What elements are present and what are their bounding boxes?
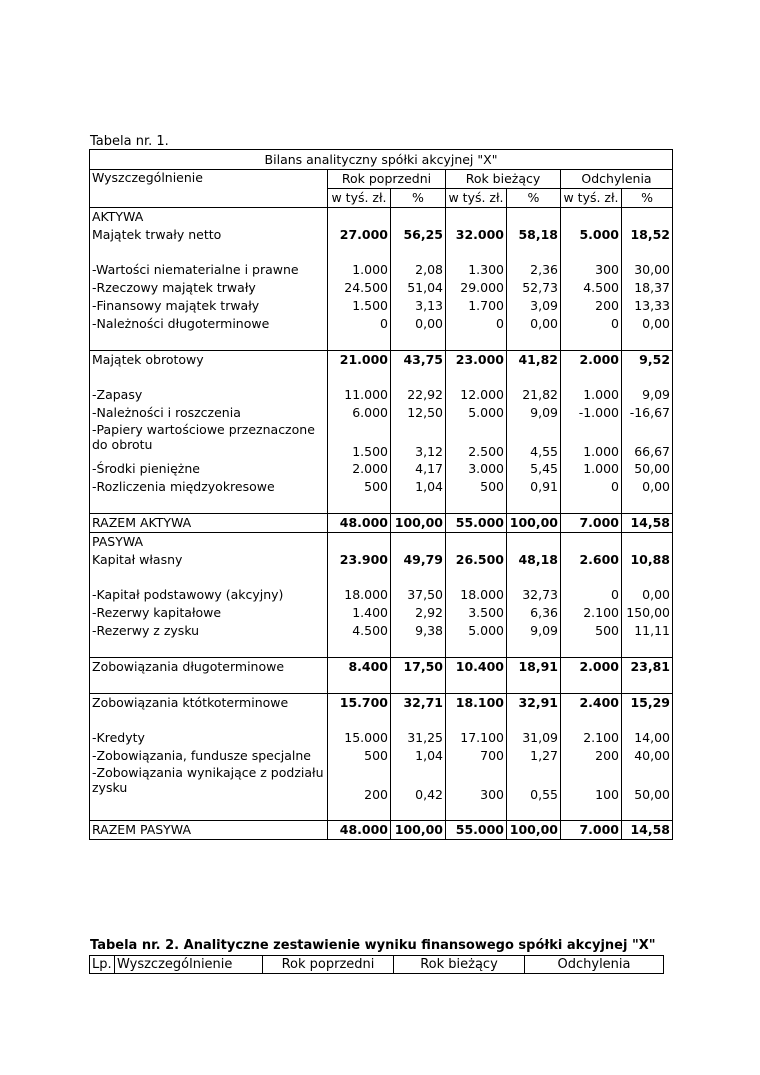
row-value: 23.900 — [328, 551, 391, 569]
table-row — [90, 279, 673, 297]
row-value: 1.500 — [328, 297, 391, 315]
row-value: 9,09 — [507, 622, 561, 640]
row-value: 40,00 — [622, 747, 673, 765]
row-label: -Kapitał podstawowy (akcyjny) — [90, 586, 328, 604]
header-groups-row — [90, 170, 673, 189]
row-value: 23,81 — [622, 658, 673, 677]
row-value: 10.400 — [446, 658, 507, 677]
row-value: 21.000 — [328, 351, 391, 370]
row-value: 9,09 — [622, 386, 673, 404]
row-value: 100,00 — [507, 821, 561, 840]
row-value: 200 — [328, 765, 391, 803]
row-value: -16,67 — [622, 404, 673, 422]
row-value: 31,25 — [391, 729, 446, 747]
row-value: 13,33 — [622, 297, 673, 315]
header-group-prev: Rok poprzedni — [328, 170, 446, 189]
table-row — [90, 658, 673, 677]
table-row — [90, 551, 673, 569]
table-row — [90, 351, 673, 370]
row-value: 2.000 — [561, 351, 622, 370]
table-row — [90, 514, 673, 533]
row-value: 6.000 — [328, 404, 391, 422]
row-value: 4,55 — [507, 422, 561, 460]
row-value: 48,18 — [507, 551, 561, 569]
row-value: 1.700 — [446, 297, 507, 315]
row-value: 0,00 — [507, 315, 561, 333]
row-value: 0 — [561, 586, 622, 604]
row-value: 18,52 — [622, 226, 673, 244]
row-value: 52,73 — [507, 279, 561, 297]
table2-header-cell: Rok bieżący — [394, 956, 525, 974]
row-value: 41,82 — [507, 351, 561, 370]
table-row — [90, 226, 673, 244]
row-value: 11,11 — [622, 622, 673, 640]
row-value: 1.500 — [328, 422, 391, 460]
row-label: Majątek obrotowy — [90, 351, 328, 370]
table-title: Bilans analityczny spółki akcyjnej "X" — [90, 150, 673, 170]
row-label: -Finansowy majątek trwały — [90, 297, 328, 315]
row-value: 2.500 — [446, 422, 507, 460]
table-row — [90, 261, 673, 279]
row-value: 0,00 — [622, 478, 673, 496]
row-value: 1.300 — [446, 261, 507, 279]
header-sub: % — [622, 189, 673, 208]
row-value: 4,17 — [391, 460, 446, 478]
row-value: 17.100 — [446, 729, 507, 747]
row-value: 12,50 — [391, 404, 446, 422]
row-value: 5.000 — [446, 622, 507, 640]
table2-header-cell: Wyszczególnienie — [115, 956, 263, 974]
row-value: 27.000 — [328, 226, 391, 244]
section-pasywa: PASYWA — [90, 533, 328, 552]
row-value: 700 — [446, 747, 507, 765]
row-label: Zobowiązania długoterminowe — [90, 658, 328, 677]
section-row — [90, 208, 673, 227]
row-value: 300 — [446, 765, 507, 803]
table-row — [90, 586, 673, 604]
row-value: 18.000 — [328, 586, 391, 604]
row-value: 2.100 — [561, 604, 622, 622]
row-value: 5,45 — [507, 460, 561, 478]
row-value: 5.000 — [446, 404, 507, 422]
row-value: 18,37 — [622, 279, 673, 297]
row-value: 2,36 — [507, 261, 561, 279]
row-value: 48.000 — [328, 514, 391, 533]
row-value: 43,75 — [391, 351, 446, 370]
table-row — [90, 765, 673, 803]
header-sub: % — [507, 189, 561, 208]
row-value: 0,00 — [391, 315, 446, 333]
row-label: Majątek trwały netto — [90, 226, 328, 244]
row-value: 17,50 — [391, 658, 446, 677]
row-value: 1.000 — [561, 386, 622, 404]
header-label: Wyszczególnienie — [90, 170, 328, 208]
spacer-row — [90, 803, 673, 821]
row-value: 2.100 — [561, 729, 622, 747]
table-row — [90, 386, 673, 404]
row-value: 30,00 — [622, 261, 673, 279]
row-value: 0 — [561, 478, 622, 496]
row-value: 50,00 — [622, 460, 673, 478]
rows-body — [90, 226, 673, 840]
row-value: 1.000 — [328, 261, 391, 279]
row-value: 100,00 — [391, 821, 446, 840]
row-value: 55.000 — [446, 514, 507, 533]
table-row — [90, 422, 673, 460]
table-row — [90, 315, 673, 333]
spacer-row — [90, 496, 673, 514]
row-value: 100,00 — [391, 514, 446, 533]
row-value: 14,58 — [622, 514, 673, 533]
row-value: 23.000 — [446, 351, 507, 370]
row-value: 0,00 — [622, 315, 673, 333]
row-label: -Zobowiązania, fundusze specjalne — [90, 747, 328, 765]
header-sub: w tyś. zł. — [561, 189, 622, 208]
row-value: 500 — [446, 478, 507, 496]
row-value: 200 — [561, 297, 622, 315]
row-value: 100 — [561, 765, 622, 803]
row-value: 100,00 — [507, 514, 561, 533]
row-value: 15,29 — [622, 694, 673, 713]
row-value: 66,67 — [622, 422, 673, 460]
row-value: 0 — [446, 315, 507, 333]
row-value: 2,92 — [391, 604, 446, 622]
row-value: 18.100 — [446, 694, 507, 713]
row-value: 0,91 — [507, 478, 561, 496]
table-row — [90, 622, 673, 640]
row-value: 1,04 — [391, 478, 446, 496]
row-value: 10,88 — [622, 551, 673, 569]
row-value: 1,04 — [391, 747, 446, 765]
row-label: -Rozliczenia międzyokresowe — [90, 478, 328, 496]
row-label: -Kredyty — [90, 729, 328, 747]
row-value: 7.000 — [561, 821, 622, 840]
spacer-row — [90, 333, 673, 351]
row-value: 1.400 — [328, 604, 391, 622]
table-row — [90, 729, 673, 747]
row-value: 15.000 — [328, 729, 391, 747]
row-value: 37,50 — [391, 586, 446, 604]
row-value: 1.000 — [561, 422, 622, 460]
row-value: 3,12 — [391, 422, 446, 460]
financial-result-table — [89, 955, 664, 974]
spacer-row — [90, 712, 673, 729]
row-value: 14,58 — [622, 821, 673, 840]
spacer-row — [90, 640, 673, 658]
spacer-row — [90, 244, 673, 261]
row-value: 500 — [328, 478, 391, 496]
row-value: 3.500 — [446, 604, 507, 622]
row-value: 9,09 — [507, 404, 561, 422]
row-label: -Zobowiązania wynikające z podziału zysku — [90, 765, 328, 803]
table-row — [90, 404, 673, 422]
row-value: 4.500 — [561, 279, 622, 297]
row-value: 58,18 — [507, 226, 561, 244]
row-value: 48.000 — [328, 821, 391, 840]
row-value: 18,91 — [507, 658, 561, 677]
row-value: 2.400 — [561, 694, 622, 713]
row-value: 49,79 — [391, 551, 446, 569]
row-label: Zobowiązania któtkoterminowe — [90, 694, 328, 713]
row-value: 14,00 — [622, 729, 673, 747]
table-title-row — [90, 150, 673, 170]
row-value: 300 — [561, 261, 622, 279]
row-value: 8.400 — [328, 658, 391, 677]
row-value: 0,42 — [391, 765, 446, 803]
row-value: 32,71 — [391, 694, 446, 713]
table-row — [90, 460, 673, 478]
row-value: 24.500 — [328, 279, 391, 297]
row-value: 50,00 — [622, 765, 673, 803]
table-row — [90, 821, 673, 840]
row-value: 200 — [561, 747, 622, 765]
row-value: 3,13 — [391, 297, 446, 315]
row-value: 2,08 — [391, 261, 446, 279]
row-value: 1.000 — [561, 460, 622, 478]
row-value: 5.000 — [561, 226, 622, 244]
row-value: 32,73 — [507, 586, 561, 604]
row-value: 32.000 — [446, 226, 507, 244]
row-value: 51,04 — [391, 279, 446, 297]
row-label: -Papiery wartościowe przeznaczone do obrotu — [90, 422, 328, 460]
table2-caption: Tabela nr. 2. Analityczne zestawienie wyniku finansowego spółki akcyjnej "X" — [90, 938, 656, 953]
row-label: -Zapasy — [90, 386, 328, 404]
row-value: 32,91 — [507, 694, 561, 713]
table2-header-cell: Lp. — [90, 956, 115, 974]
spacer-row — [90, 569, 673, 586]
section-row — [90, 533, 673, 552]
row-value: 0,55 — [507, 765, 561, 803]
row-value: 0 — [328, 315, 391, 333]
table-row — [90, 297, 673, 315]
row-value: 6,36 — [507, 604, 561, 622]
row-label: -Należności i roszczenia — [90, 404, 328, 422]
row-value: 4.500 — [328, 622, 391, 640]
row-value: 500 — [561, 622, 622, 640]
row-label: -Rezerwy z zysku — [90, 622, 328, 640]
row-value: 3.000 — [446, 460, 507, 478]
table-row — [90, 478, 673, 496]
table-row — [90, 747, 673, 765]
row-label: -Wartości niematerialne i prawne — [90, 261, 328, 279]
row-value: 29.000 — [446, 279, 507, 297]
row-value: 56,25 — [391, 226, 446, 244]
row-label: Kapitał własny — [90, 551, 328, 569]
row-value: 2.000 — [328, 460, 391, 478]
row-value: 55.000 — [446, 821, 507, 840]
row-value: 0,00 — [622, 586, 673, 604]
row-value: 500 — [328, 747, 391, 765]
row-value: 2.600 — [561, 551, 622, 569]
row-value: 11.000 — [328, 386, 391, 404]
row-value: 15.700 — [328, 694, 391, 713]
spacer-row — [90, 676, 673, 694]
row-label: -Rezerwy kapitałowe — [90, 604, 328, 622]
row-value: 2.000 — [561, 658, 622, 677]
row-label: RAZEM PASYWA — [90, 821, 328, 840]
table-row — [90, 604, 673, 622]
header-sub: w tyś. zł. — [446, 189, 507, 208]
table2-header-cell: Odchylenia — [525, 956, 664, 974]
table-row — [90, 694, 673, 713]
row-value: 9,38 — [391, 622, 446, 640]
row-value: -1.000 — [561, 404, 622, 422]
header-group-curr: Rok bieżący — [446, 170, 561, 189]
row-value: 9,52 — [622, 351, 673, 370]
section-aktywa: AKTYWA — [90, 208, 328, 227]
row-value: 150,00 — [622, 604, 673, 622]
table1-caption: Tabela nr. 1. — [90, 134, 169, 149]
header-sub: w tyś. zł. — [328, 189, 391, 208]
row-value: 26.500 — [446, 551, 507, 569]
row-label: -Należności długoterminowe — [90, 315, 328, 333]
row-value: 18.000 — [446, 586, 507, 604]
header-group-dev: Odchylenia — [561, 170, 673, 189]
row-value: 31,09 — [507, 729, 561, 747]
table2-header-cell: Rok poprzedni — [263, 956, 394, 974]
row-value: 3,09 — [507, 297, 561, 315]
row-value: 21,82 — [507, 386, 561, 404]
spacer-row — [90, 369, 673, 386]
row-value: 0 — [561, 315, 622, 333]
row-value: 1,27 — [507, 747, 561, 765]
row-label: -Środki pieniężne — [90, 460, 328, 478]
row-label: RAZEM AKTYWA — [90, 514, 328, 533]
header-sub: % — [391, 189, 446, 208]
balance-sheet-table — [89, 149, 673, 840]
row-label: -Rzeczowy majątek trwały — [90, 279, 328, 297]
table2-header-row — [90, 956, 664, 974]
row-value: 7.000 — [561, 514, 622, 533]
row-value: 22,92 — [391, 386, 446, 404]
row-value: 12.000 — [446, 386, 507, 404]
